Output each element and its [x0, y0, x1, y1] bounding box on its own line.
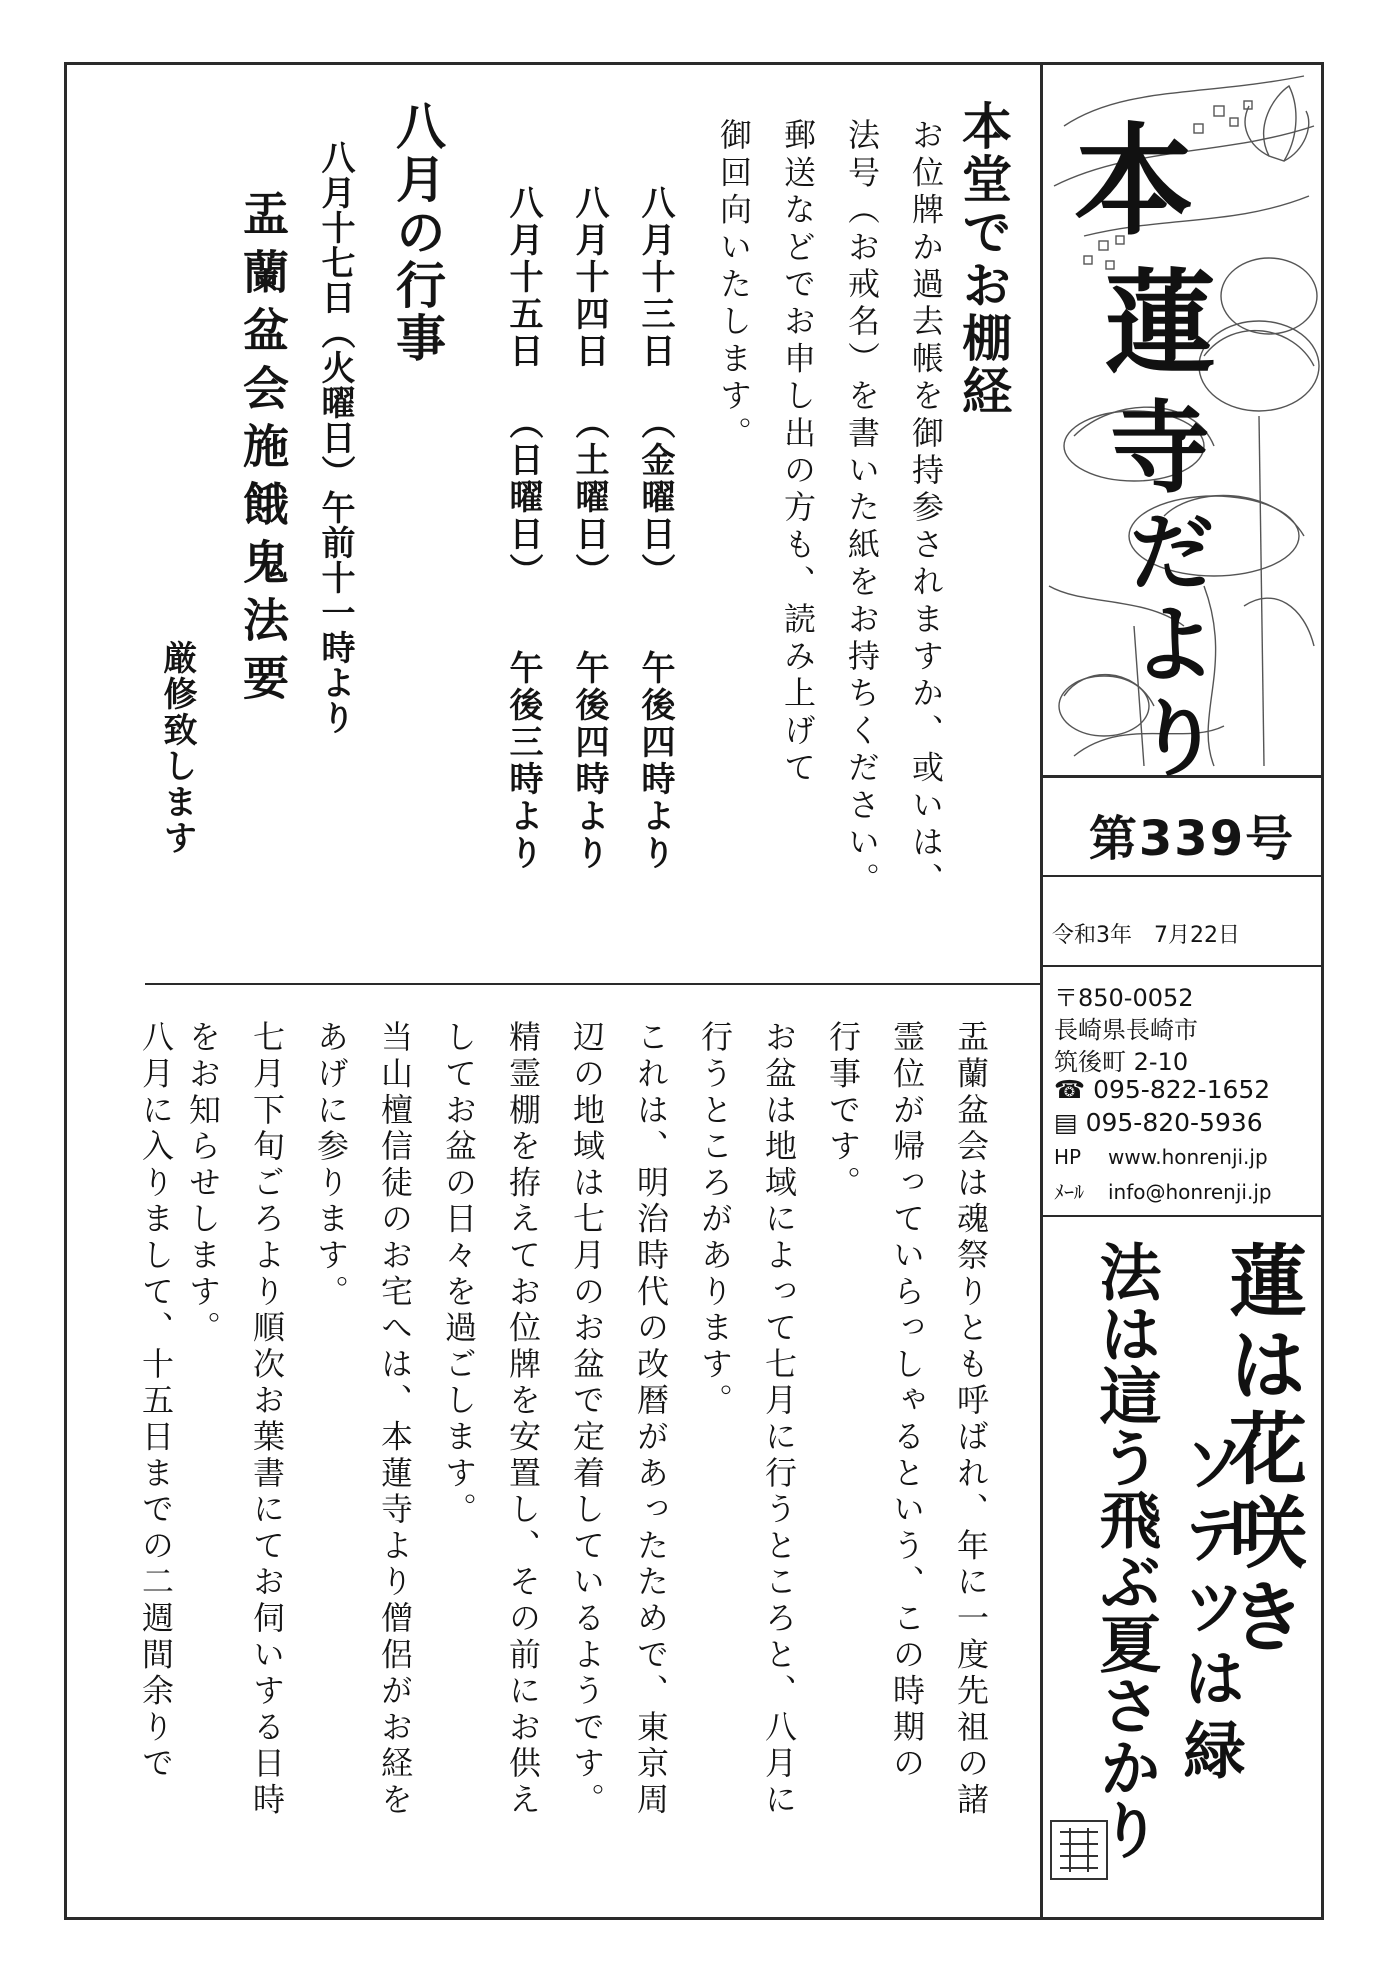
phone-row [1054, 1075, 1270, 1104]
schedule-day: （土曜日） [569, 405, 609, 590]
section-text-line: 郵送などでお申し出の方も、読み上げて [779, 118, 817, 788]
fax-icon: ▤ [1054, 1108, 1086, 1137]
events-title: 八月の行事 [388, 100, 447, 365]
fax-row [1054, 1108, 1263, 1137]
address-line-1: 長崎県長崎市 [1054, 1016, 1198, 1044]
masthead-title-char: り [1136, 689, 1221, 788]
article-line: 辺の地域は七月のお盆で定着しているようです。 [568, 1020, 606, 1819]
postal-code: 〒850-0052 [1054, 984, 1194, 1012]
article-line: お盆は地域によって七月に行うところと、八月に [760, 1020, 798, 1819]
article-line: してお盆の日々を過ごします。 [440, 1020, 478, 1529]
section-title: 本堂でお棚経 [954, 100, 1013, 418]
issue-bottom-line [1042, 875, 1322, 877]
seal-mark-icon [1052, 1822, 1106, 1878]
article-line: 行うところがあります。 [696, 1020, 734, 1420]
schedule-date: 八月十五日 [503, 185, 543, 370]
contact-bottom-line [1042, 1215, 1322, 1217]
masthead-artwork [1044, 66, 1322, 788]
article-line: 八月に入りまして、十五日までの二週間余りで [137, 1020, 175, 1783]
article-line: 霊位が帰っていらっしゃるという、この時期の [888, 1020, 926, 1783]
article-line: 盂蘭盆会は魂祭りとも呼ばれ、年に一度先祖の諸 [952, 1020, 990, 1819]
article-line: をお知らせします。 [184, 1020, 222, 1347]
masthead-divider [1040, 64, 1043, 1918]
article-line: 当山檀信徒のお宅へは、本蓮寺より僧侶がお経を [376, 1020, 414, 1819]
email-address[interactable]: info@honrenji.jp [1108, 1180, 1272, 1204]
email-row [1054, 1176, 1272, 1205]
issue-date: 令和3年 7月22日 [1052, 923, 1240, 948]
section-text-line: お位牌か過去帳を御持参されますか、或いは、 [907, 118, 945, 900]
schedule-time: 午後四時より [635, 650, 675, 872]
masthead-title-char: よ [1132, 595, 1217, 694]
slogan-line-2: ソテツは緑 [1173, 1430, 1246, 1790]
homepage-url[interactable]: www.honrenji.jp [1108, 1145, 1268, 1169]
event-date-line: 八月十七日（火曜日）午前十一時より [315, 140, 355, 735]
event-name: 盂蘭盆会施餓鬼法要 [236, 190, 290, 712]
schedule-day: （日曜日） [503, 405, 543, 590]
issue-number: 第339号 [1088, 811, 1296, 867]
slogan-line-1: 蓮は花咲き [1216, 1240, 1307, 1660]
masthead-title-char: 本 [1074, 111, 1194, 252]
date-bottom-line [1042, 965, 1322, 967]
article-line: 七月下旬ごろより順次お葉書にてお伺いする日時 [248, 1020, 286, 1819]
masthead-title-char: だ [1130, 503, 1215, 602]
schedule-day: （金曜日） [635, 405, 675, 590]
address-line-2: 筑後町 2-10 [1054, 1048, 1189, 1076]
schedule-date: 八月十三日 [635, 185, 675, 370]
schedule-date: 八月十四日 [569, 185, 609, 370]
section-text-line: 御回向いたします。 [715, 118, 753, 453]
slogan-line-3: 法は這う飛ぶ夏さかり [1089, 1240, 1162, 1860]
event-note: 厳修致します [157, 640, 197, 856]
schedule-time: 午後三時より [503, 650, 543, 872]
email-label: ﾒｰﾙ [1054, 1180, 1084, 1204]
homepage-row [1054, 1145, 1268, 1169]
masthead-title-char: 蓮 [1104, 258, 1216, 389]
section-text-line: 法号（お戒名）を書いた紙をお持ちください。 [843, 118, 881, 900]
article-line: 精霊棚を拵えてお位牌を安置し、その前にお供え [504, 1020, 542, 1819]
homepage-label: HP [1054, 1145, 1082, 1169]
fax-number: 095-820-5936 [1085, 1108, 1263, 1137]
article-divider [145, 983, 1042, 985]
phone-icon: ☎ [1054, 1075, 1094, 1104]
article-line: これは、明治時代の改暦があったためで、東京周 [632, 1020, 670, 1819]
phone-number: 095-822-1652 [1093, 1075, 1271, 1104]
article-line: あげに参ります。 [312, 1020, 350, 1311]
article-line: 行事です。 [824, 1020, 862, 1202]
schedule-time: 午後四時より [569, 650, 609, 872]
masthead-title-char: 寺 [1110, 389, 1210, 507]
seal-stamp [1050, 1820, 1108, 1880]
